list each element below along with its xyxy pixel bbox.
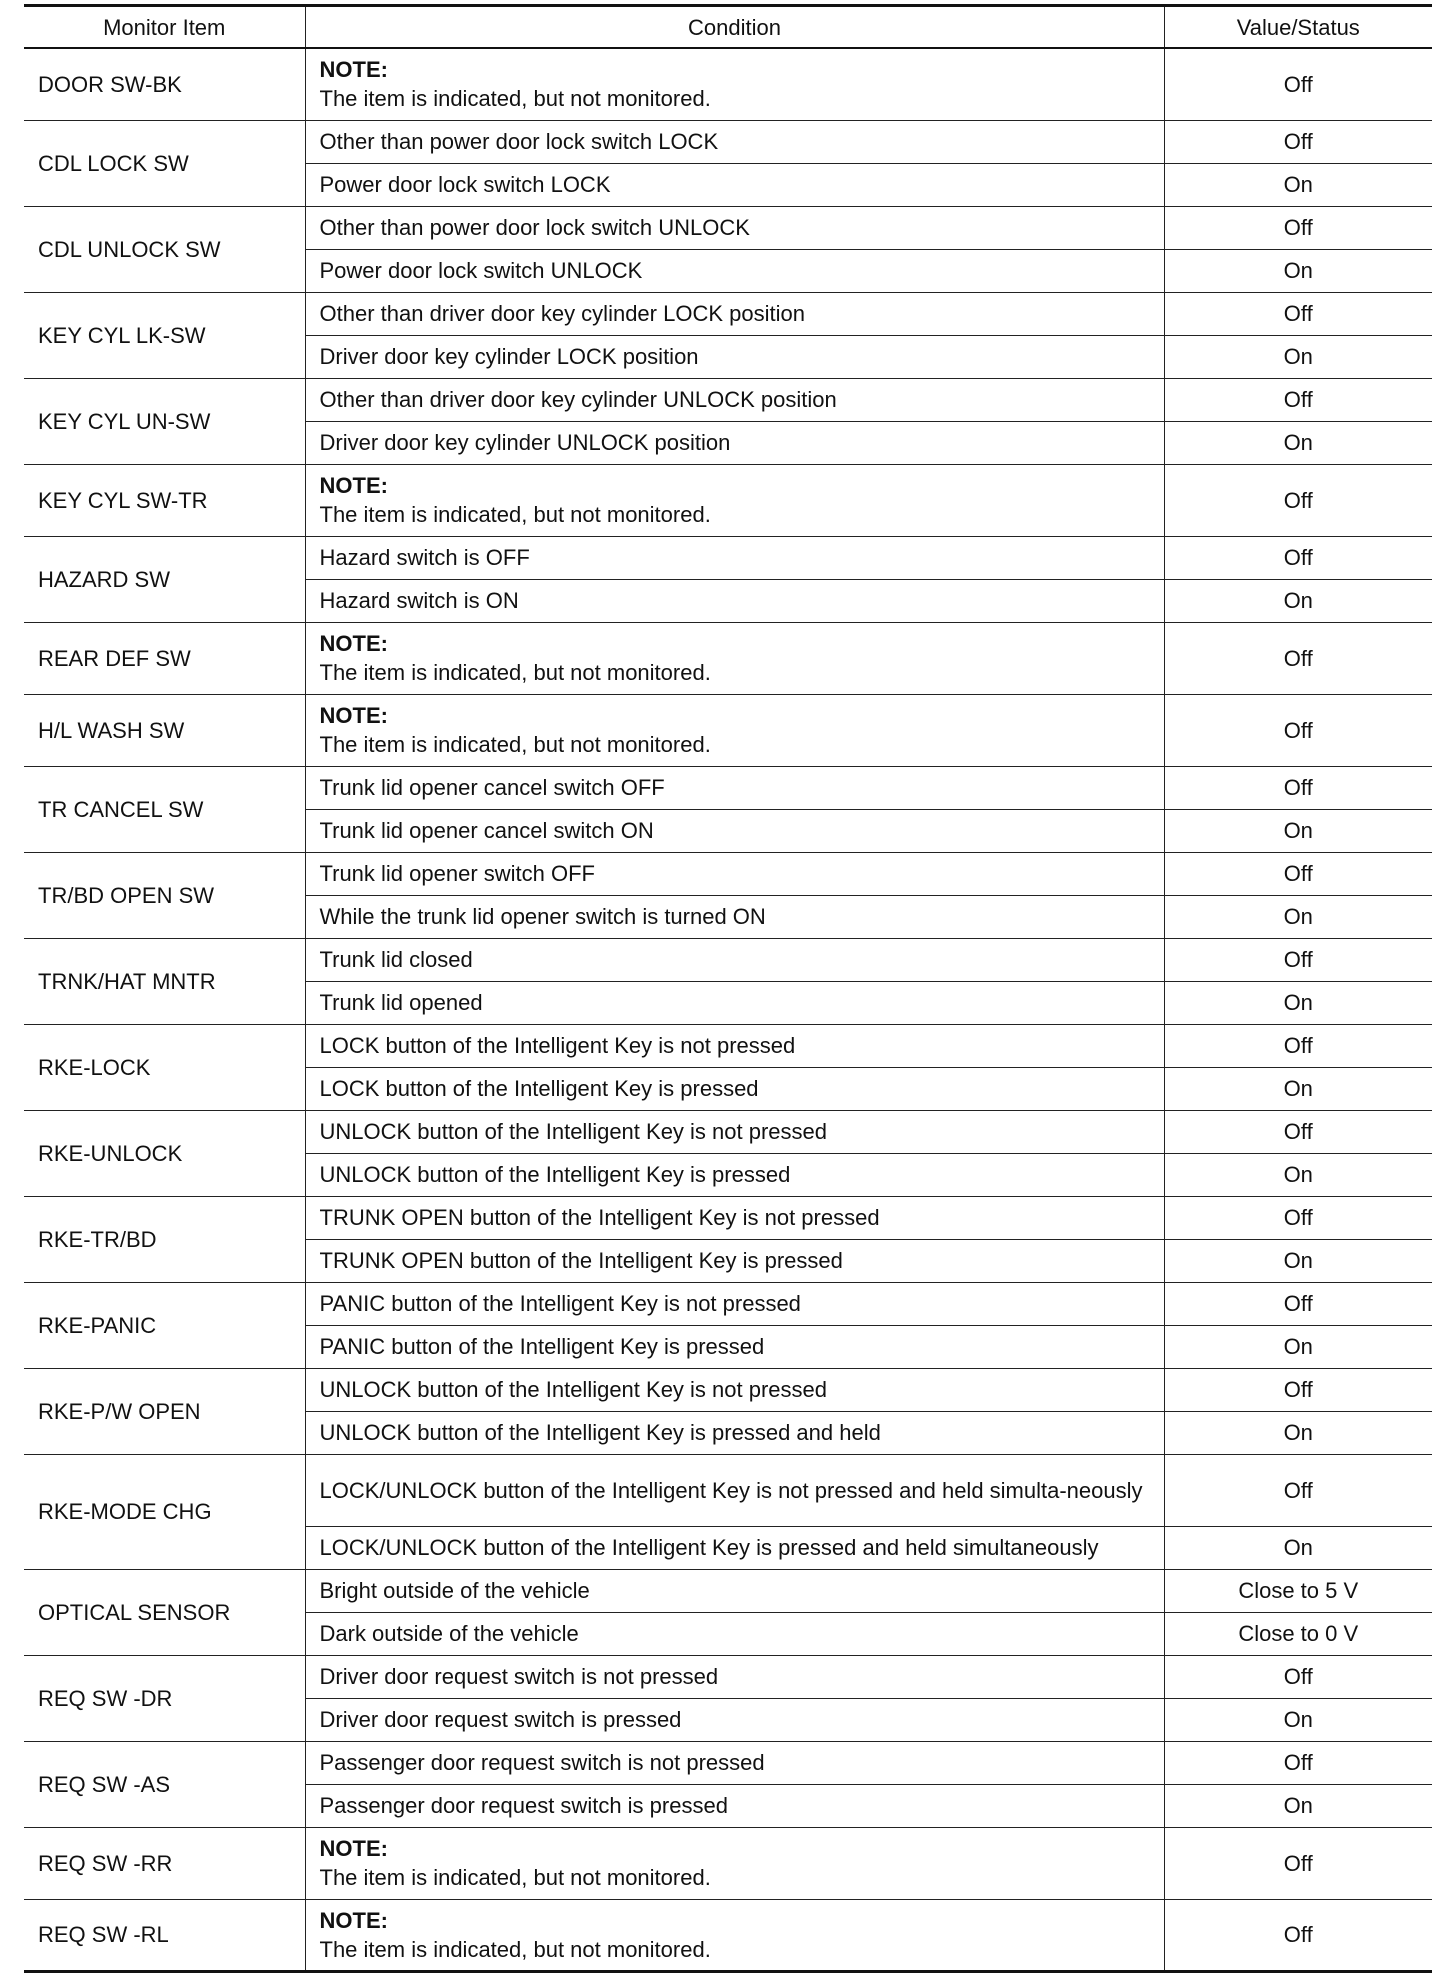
monitor-item-cell: REAR DEF SW xyxy=(24,622,305,694)
note-text: The item is indicated, but not monitored. xyxy=(319,660,711,685)
condition-cell: Other than power door lock switch LOCK xyxy=(305,120,1164,163)
monitor-item-cell: RKE-UNLOCK xyxy=(24,1110,305,1196)
note-text: The item is indicated, but not monitored. xyxy=(319,86,711,112)
table-row xyxy=(24,1569,1432,1612)
table-row xyxy=(24,1282,1432,1325)
value-status-cell: On xyxy=(1164,1411,1432,1454)
condition-cell: Trunk lid opened xyxy=(305,981,1164,1024)
value-status-cell: Off xyxy=(1164,622,1432,694)
monitor-item-cell: REQ SW -AS xyxy=(24,1741,305,1827)
value-status-cell: On xyxy=(1164,1239,1432,1282)
value-status-cell: On xyxy=(1164,421,1432,464)
condition-cell: Passenger door request switch is pressed xyxy=(305,1784,1164,1827)
monitor-item-cell: TR/BD OPEN SW xyxy=(24,852,305,938)
monitor-table-sheet xyxy=(24,4,1432,1973)
header-monitor-item: Monitor Item xyxy=(24,6,305,49)
monitor-item-cell: OPTICAL SENSOR xyxy=(24,1569,305,1655)
table-row xyxy=(24,1024,1432,1067)
value-status-cell: On xyxy=(1164,335,1432,378)
condition-cell: UNLOCK button of the Intelligent Key is pressed xyxy=(305,1153,1164,1196)
table-row xyxy=(24,1827,1432,1899)
table-row xyxy=(24,536,1432,579)
condition-cell: Other than driver door key cylinder UNLOCK position xyxy=(305,378,1164,421)
note-text: The item is indicated, but not monitored. xyxy=(319,732,711,757)
condition-cell: Dark outside of the vehicle xyxy=(305,1612,1164,1655)
condition-cell: Bright outside of the vehicle xyxy=(305,1569,1164,1612)
value-status-cell: Off xyxy=(1164,1110,1432,1153)
condition-cell: While the trunk lid opener switch is turned ON xyxy=(305,895,1164,938)
table-row xyxy=(24,1454,1432,1526)
note-label: NOTE: xyxy=(319,473,388,498)
value-status-cell: Off xyxy=(1164,1655,1432,1698)
monitor-item-cell: H/L WASH SW xyxy=(24,694,305,766)
table-row xyxy=(24,1899,1432,1971)
condition-cell: Trunk lid opener cancel switch OFF xyxy=(305,766,1164,809)
condition-cell: Driver door request switch is pressed xyxy=(305,1698,1164,1741)
table-row xyxy=(24,1741,1432,1784)
value-status-cell: On xyxy=(1164,895,1432,938)
value-status-cell: On xyxy=(1164,249,1432,292)
value-status-cell: Off xyxy=(1164,1741,1432,1784)
value-status-cell: Close to 0 V xyxy=(1164,1612,1432,1655)
monitor-item-cell: DOOR SW-BK xyxy=(24,48,305,120)
value-status-cell: Close to 5 V xyxy=(1164,1569,1432,1612)
condition-cell: Hazard switch is ON xyxy=(305,579,1164,622)
condition-cell: Hazard switch is OFF xyxy=(305,536,1164,579)
monitor-item-table xyxy=(24,4,1432,1973)
condition-cell: PANIC button of the Intelligent Key is not pressed xyxy=(305,1282,1164,1325)
condition-cell xyxy=(305,694,1164,766)
value-status-cell: Off xyxy=(1164,1282,1432,1325)
table-row xyxy=(24,852,1432,895)
table-row xyxy=(24,378,1432,421)
value-status-cell: Off xyxy=(1164,938,1432,981)
value-status-cell: Off xyxy=(1164,120,1432,163)
table-row xyxy=(24,1655,1432,1698)
monitor-item-cell: CDL LOCK SW xyxy=(24,120,305,206)
monitor-item-cell: KEY CYL SW-TR xyxy=(24,464,305,536)
table-row xyxy=(24,48,1432,120)
condition-cell: PANIC button of the Intelligent Key is pressed xyxy=(305,1325,1164,1368)
table-row xyxy=(24,1110,1432,1153)
note-text: The item is indicated, but not monitored. xyxy=(319,1865,711,1890)
condition-cell: Power door lock switch LOCK xyxy=(305,163,1164,206)
table-row xyxy=(24,1368,1432,1411)
value-status-cell: On xyxy=(1164,809,1432,852)
condition-cell: Other than driver door key cylinder LOCK position xyxy=(305,292,1164,335)
table-row xyxy=(24,938,1432,981)
value-status-cell: On xyxy=(1164,1067,1432,1110)
condition-cell xyxy=(305,1827,1164,1899)
value-status-cell: Off xyxy=(1164,292,1432,335)
condition-cell: LOCK button of the Intelligent Key is not pressed xyxy=(305,1024,1164,1067)
value-status-cell: Off xyxy=(1164,464,1432,536)
monitor-item-cell: REQ SW -RL xyxy=(24,1899,305,1971)
table-row xyxy=(24,1196,1432,1239)
note-text: The item is indicated, but not monitored. xyxy=(319,1936,711,1962)
value-status-cell: On xyxy=(1164,1784,1432,1827)
value-status-cell: On xyxy=(1164,1325,1432,1368)
condition-cell xyxy=(305,622,1164,694)
table-row xyxy=(24,206,1432,249)
monitor-item-cell: RKE-TR/BD xyxy=(24,1196,305,1282)
condition-cell: Other than power door lock switch UNLOCK xyxy=(305,206,1164,249)
note-label: NOTE: xyxy=(319,1907,388,1933)
value-status-cell: On xyxy=(1164,1698,1432,1741)
value-status-cell: Off xyxy=(1164,378,1432,421)
condition-cell: Trunk lid opener switch OFF xyxy=(305,852,1164,895)
value-status-cell: Off xyxy=(1164,1454,1432,1526)
condition-cell: Passenger door request switch is not pressed xyxy=(305,1741,1164,1784)
condition-cell: TRUNK OPEN button of the Intelligent Key is pressed xyxy=(305,1239,1164,1282)
monitor-item-cell: RKE-LOCK xyxy=(24,1024,305,1110)
monitor-item-cell: KEY CYL UN-SW xyxy=(24,378,305,464)
condition-cell: LOCK/UNLOCK button of the Intelligent Key is not pressed and held simulta-neously xyxy=(305,1454,1164,1526)
value-status-cell: Off xyxy=(1164,852,1432,895)
monitor-item-cell: REQ SW -DR xyxy=(24,1655,305,1741)
value-status-cell: On xyxy=(1164,579,1432,622)
table-row xyxy=(24,292,1432,335)
value-status-cell: On xyxy=(1164,981,1432,1024)
value-status-cell: Off xyxy=(1164,1368,1432,1411)
condition-cell: UNLOCK button of the Intelligent Key is not pressed xyxy=(305,1368,1164,1411)
value-status-cell: Off xyxy=(1164,1196,1432,1239)
value-status-cell: Off xyxy=(1164,694,1432,766)
value-status-cell: Off xyxy=(1164,1827,1432,1899)
condition-cell: UNLOCK button of the Intelligent Key is pressed and held xyxy=(305,1411,1164,1454)
value-status-cell: Off xyxy=(1164,206,1432,249)
value-status-cell: Off xyxy=(1164,1024,1432,1067)
condition-cell: Driver door key cylinder LOCK position xyxy=(305,335,1164,378)
monitor-item-cell: KEY CYL LK-SW xyxy=(24,292,305,378)
value-status-cell: On xyxy=(1164,163,1432,206)
condition-cell: Power door lock switch UNLOCK xyxy=(305,249,1164,292)
value-status-cell: Off xyxy=(1164,766,1432,809)
note-label: NOTE: xyxy=(319,1836,388,1861)
monitor-item-cell: HAZARD SW xyxy=(24,536,305,622)
table-header xyxy=(24,6,1432,49)
note-label: NOTE: xyxy=(319,631,388,656)
monitor-item-cell: CDL UNLOCK SW xyxy=(24,206,305,292)
condition-cell: LOCK button of the Intelligent Key is pressed xyxy=(305,1067,1164,1110)
monitor-item-cell: RKE-PANIC xyxy=(24,1282,305,1368)
value-status-cell: On xyxy=(1164,1526,1432,1569)
table-body xyxy=(24,48,1432,1971)
condition-cell: Driver door request switch is not pressed xyxy=(305,1655,1164,1698)
condition-cell: LOCK/UNLOCK button of the Intelligent Key is pressed and held simultaneously xyxy=(305,1526,1164,1569)
monitor-item-cell: TRNK/HAT MNTR xyxy=(24,938,305,1024)
condition-cell: TRUNK OPEN button of the Intelligent Key is not pressed xyxy=(305,1196,1164,1239)
condition-cell: Trunk lid closed xyxy=(305,938,1164,981)
value-status-cell: Off xyxy=(1164,1899,1432,1971)
table-row xyxy=(24,120,1432,163)
condition-cell: Driver door key cylinder UNLOCK position xyxy=(305,421,1164,464)
monitor-item-cell: RKE-MODE CHG xyxy=(24,1454,305,1569)
value-status-cell: Off xyxy=(1164,48,1432,120)
value-status-cell: On xyxy=(1164,1153,1432,1196)
header-condition: Condition xyxy=(305,6,1164,49)
condition-cell: Trunk lid opener cancel switch ON xyxy=(305,809,1164,852)
condition-cell: UNLOCK button of the Intelligent Key is not pressed xyxy=(305,1110,1164,1153)
monitor-item-cell: RKE-P/W OPEN xyxy=(24,1368,305,1454)
note-label: NOTE: xyxy=(319,57,388,83)
monitor-item-cell: REQ SW -RR xyxy=(24,1827,305,1899)
condition-cell xyxy=(305,48,1164,120)
header-value-status: Value/Status xyxy=(1164,6,1432,49)
table-row xyxy=(24,464,1432,536)
condition-cell xyxy=(305,464,1164,536)
note-label: NOTE: xyxy=(319,703,388,728)
table-row xyxy=(24,622,1432,694)
table-row xyxy=(24,694,1432,766)
condition-cell xyxy=(305,1899,1164,1971)
note-text: The item is indicated, but not monitored. xyxy=(319,502,711,527)
monitor-item-cell: TR CANCEL SW xyxy=(24,766,305,852)
value-status-cell: Off xyxy=(1164,536,1432,579)
table-row xyxy=(24,766,1432,809)
